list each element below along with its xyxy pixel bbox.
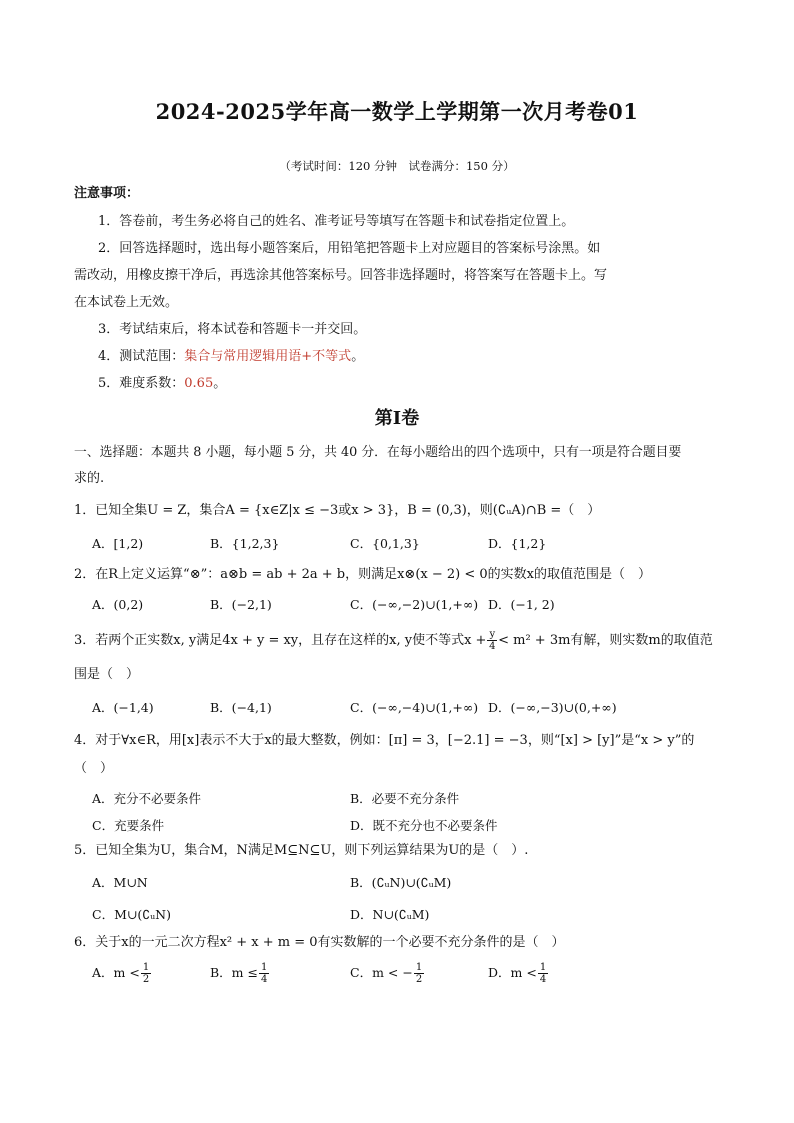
q6-a-den: 2 [142,974,150,985]
page-title: 2024-2025学年高一数学上学期第一次月考卷01 [155,99,639,124]
q6-d-num: 1 [539,962,547,973]
question-6-stem: 6．关于x的一元二次方程x² + x + m = 0有实数解的一个必要不充分条件的是（ ） [74,935,565,950]
q3-stem-part-b: < m² + 3m有解，则实数m的取值范 [498,633,713,648]
q2-option-c[interactable]: C．(−∞,−2)∪(1,+∞) [350,597,479,612]
notice-item-1: 1．答卷前，考生务必将自己的姓名、准考证号等填写在答题卡和试卷指定位置上。 [98,214,575,229]
q4-option-d[interactable]: D．既不充分也不必要条件 [350,818,498,833]
q6-b-num: 1 [261,962,268,973]
question-1-stem: 1．已知全集U = Z，集合A = {x∈Z|x ≤ −3或x > 3}，B = (0,3)，则(∁ᵤA)∩B =（ ） [74,503,601,518]
q6-c-fraction [414,962,424,985]
q1-option-d[interactable]: D．{1,2} [488,536,547,551]
q6-b-prefix: B．m ≤ [210,965,258,980]
q1-option-a[interactable]: A．[1,2) [92,536,144,551]
q4-option-b[interactable]: B．必要不充分条件 [350,791,460,806]
q3-frac-num: y [489,629,496,640]
question-4-stem-line-2: （ ） [74,761,114,776]
scope-end: 。 [351,349,365,364]
q6-b-fraction [259,962,269,985]
difficulty-value: 0.65 [184,376,214,391]
q6-d-den: 4 [539,974,547,985]
notice-item-4 [98,344,728,370]
q6-c-prefix: C．m < − [350,965,413,980]
q5-option-a[interactable]: A．M∪N [92,875,148,890]
question-2-stem: 2．在R上定义运算“⊗”：a⊗b = ab + 2a + b，则满足x⊗(x − 2) < 0的实数x的取值范围是（ ） [74,567,651,582]
q6-c-num: 1 [415,962,423,973]
scope-label: 4．测试范围： [98,349,185,364]
notice-item-2-end: 在本试卷上无效。 [74,295,179,310]
q1-option-c[interactable]: C．{0,1,3} [350,536,420,551]
q2-option-a[interactable]: A．(0,2) [92,597,144,612]
question-3-stem-line-2: 围是（ ） [74,667,140,682]
q6-a-num: 1 [142,962,150,973]
scope-value: 集合与常用逻辑用语+不等式 [184,349,352,364]
section-intro-1: 一、选择题：本题共 8 小题，每小题 5 分，共 40 分．在每小题给出的四个选项中，只有一项是符合题目要 [74,445,682,460]
q6-a-fraction [141,962,151,985]
difficulty-end: 。 [213,376,227,391]
q2-option-d[interactable]: D．(−1, 2) [488,597,555,612]
section-intro-2: 求的. [74,471,105,486]
q4-option-c[interactable]: C．充要条件 [92,818,165,833]
q6-d-prefix: D．m < [488,965,537,980]
q3-option-d[interactable]: D．(−∞,−3)∪(0,+∞) [488,700,617,715]
q6-d-fraction [538,962,548,985]
q3-frac-den: 4 [489,641,496,652]
notice-heading-text: 注意事项： [74,186,140,201]
notice-item-3: 3．考试结束后，将本试卷和答题卡一并交回。 [98,322,367,337]
question-3-stem [74,628,734,654]
notice-item-5 [98,371,728,397]
exam-info: （考试时间：120 分钟 试卷满分：150 分） [279,159,515,173]
notice-item-2: 2．回答选择题时，选出每小题答案后，用铅笔把答题卡上对应题目的答案标号涂黑。如 [98,241,601,256]
q6-option-c[interactable] [350,962,425,985]
q2-option-b[interactable]: B．(−2,1) [210,597,272,612]
q3-stem-part-a: 3．若两个正实数x, y满足4x + y = xy，且存在这样的x, y使不等式x + [74,633,487,648]
q3-option-a[interactable]: A．(−1,4) [92,700,154,715]
question-5-stem: 5．已知全集为U，集合M，N满足M⊆N⊆U，则下列运算结果为U的是（ ）. [74,843,529,858]
q6-a-prefix: A．m < [92,965,140,980]
q4-option-a[interactable]: A．充分不必要条件 [92,791,202,806]
q3-option-b[interactable]: B．(−4,1) [210,700,272,715]
q5-option-d[interactable]: D．N∪(∁ᵤM) [350,907,430,922]
q5-option-b[interactable]: B．(∁ᵤN)∪(∁ᵤM) [350,875,452,890]
section-title: 第Ⅰ卷 [374,408,420,429]
q6-c-den: 2 [415,974,423,985]
q6-b-den: 4 [261,974,268,985]
q3-option-c[interactable]: C．(−∞,−4)∪(1,+∞) [350,700,479,715]
question-4-stem: 4．对于∀x∈R，用[x]表示不大于x的最大整数，例如：[π] = 3，[−2.1] = −3，则“[x] > [y]”是“x > y”的 [74,733,695,748]
q5-option-c[interactable]: C．M∪(∁ᵤN) [92,907,171,922]
q3-fraction [487,629,497,652]
q6-option-d[interactable] [488,962,549,985]
notice-heading [74,181,724,207]
notice-item-2-cont: 需改动，用橡皮擦干净后，再选涂其他答案标号。回答非选择题时，将答案写在答题卡上。写 [74,268,608,283]
q6-option-b[interactable] [210,962,270,985]
q1-option-b[interactable]: B．{1,2,3} [210,536,280,551]
difficulty-label: 5．难度系数： [98,376,185,391]
q6-option-a[interactable] [92,962,152,985]
